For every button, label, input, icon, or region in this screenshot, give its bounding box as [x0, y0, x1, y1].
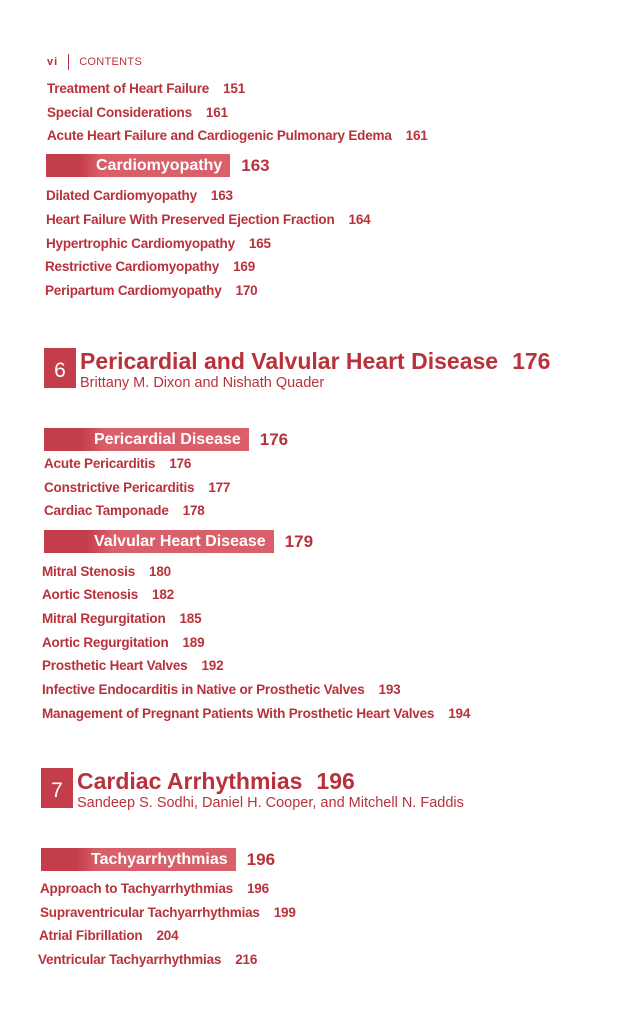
- section-banner-page: 179: [284, 531, 314, 551]
- toc-entry[interactable]: [44, 480, 230, 495]
- toc-entry[interactable]: [46, 212, 370, 227]
- toc-entry[interactable]: [38, 952, 257, 967]
- chapter-title-text: Cardiac Arrhythmias: [77, 768, 303, 794]
- section-banner-title: Tachyarrhythmias: [41, 848, 236, 871]
- toc-entry[interactable]: [46, 188, 233, 203]
- toc-entry-page: 169: [233, 259, 256, 274]
- toc-entry[interactable]: [42, 611, 201, 626]
- toc-entry-title: Cardiac Tamponade: [44, 503, 169, 518]
- section-banner-title: Pericardial Disease: [44, 428, 249, 451]
- toc-entry-title: Special Considerations: [47, 105, 192, 120]
- toc-entry-page: 182: [152, 587, 174, 602]
- toc-entry[interactable]: [44, 456, 191, 471]
- section-banner-valvular[interactable]: [44, 530, 313, 553]
- toc-entry-title: Aortic Stenosis: [42, 587, 139, 602]
- chapter-title-text: Pericardial and Valvular Heart Disease: [80, 348, 499, 374]
- toc-entry[interactable]: [42, 706, 470, 721]
- page-number: vi: [47, 56, 59, 68]
- toc-entry[interactable]: [46, 236, 271, 251]
- toc-entry-page: 185: [179, 611, 202, 626]
- toc-entry-page: 192: [201, 658, 224, 673]
- toc-entry-title: Approach to Tachyarrhythmias: [40, 881, 233, 896]
- toc-entry-title: Prosthetic Heart Valves: [42, 658, 188, 673]
- toc-entry[interactable]: [42, 635, 204, 650]
- toc-entry-page: 164: [348, 212, 371, 227]
- toc-entry-title: Acute Pericarditis: [44, 456, 156, 471]
- toc-entry[interactable]: [47, 105, 228, 120]
- toc-entry-page: 151: [223, 81, 246, 96]
- toc-entry-title: Atrial Fibrillation: [39, 928, 143, 943]
- toc-entry-page: 176: [169, 456, 192, 471]
- section-banner-page: 163: [241, 155, 270, 175]
- chapter-page: 176: [512, 348, 551, 374]
- toc-entry[interactable]: [47, 128, 428, 143]
- section-banner-title: Cardiomyopathy: [46, 154, 230, 177]
- toc-entry-page: 177: [208, 480, 231, 495]
- toc-entry-title: Treatment of Heart Failure: [47, 81, 210, 96]
- toc-entry-title: Peripartum Cardiomyopathy: [45, 283, 222, 298]
- toc-entry-title: Heart Failure With Preserved Ejection Fraction: [46, 212, 335, 227]
- chapter-authors: Brittany M. Dixon and Nishath Quader: [80, 375, 325, 391]
- toc-entry-title: Mitral Regurgitation: [42, 611, 166, 626]
- toc-entry[interactable]: [42, 564, 171, 579]
- toc-entry-title: Restrictive Cardiomyopathy: [45, 259, 220, 274]
- toc-entry-page: 199: [273, 905, 296, 920]
- toc-entry[interactable]: [47, 81, 245, 96]
- section-banner-title: Valvular Heart Disease: [44, 530, 274, 553]
- toc-entry-title: Hypertrophic Cardiomyopathy: [46, 236, 235, 251]
- toc-entry-page: 194: [448, 706, 471, 721]
- page-header: [47, 54, 142, 70]
- section-banner-tachyarrhythmias[interactable]: [41, 848, 275, 871]
- toc-entry[interactable]: [45, 283, 257, 298]
- toc-entry[interactable]: [42, 587, 174, 602]
- toc-entry-page: 204: [156, 928, 179, 943]
- section-banner-pericardial[interactable]: [44, 428, 288, 451]
- toc-entry-page: 216: [235, 952, 258, 967]
- toc-entry-page: 161: [405, 128, 428, 143]
- toc-entry-title: Mitral Stenosis: [42, 564, 136, 579]
- toc-entry[interactable]: [42, 682, 400, 697]
- chapter-page: 196: [316, 768, 355, 794]
- chapter-title: [77, 768, 464, 794]
- toc-entry-page: 163: [210, 188, 233, 203]
- toc-entry-page: 193: [378, 682, 401, 697]
- section-banner-cardiomyopathy[interactable]: [46, 154, 270, 177]
- toc-entry-title: Ventricular Tachyarrhythmias: [38, 952, 222, 967]
- toc-entry[interactable]: [40, 905, 296, 920]
- toc-entry[interactable]: [39, 928, 178, 943]
- toc-entry-title: Management of Pregnant Patients With Prosthetic Heart Valves: [42, 706, 435, 721]
- toc-entry[interactable]: [42, 658, 223, 673]
- toc-entry-title: Aortic Regurgitation: [42, 635, 169, 650]
- chapter-6-heading[interactable]: [44, 348, 550, 391]
- section-banner-page: 176: [259, 429, 289, 449]
- header-divider: [68, 54, 69, 70]
- chapter-title: [80, 348, 550, 374]
- toc-entry-page: 189: [182, 635, 205, 650]
- chapter-authors: Sandeep S. Sodhi, Daniel H. Cooper, and Mitchell N. Faddis: [77, 795, 464, 811]
- toc-entry-title: Constrictive Pericarditis: [44, 480, 195, 495]
- toc-entry[interactable]: [44, 503, 205, 518]
- toc-entry-page: 161: [205, 105, 228, 120]
- chapter-number: 6: [44, 348, 76, 388]
- toc-entry-page: 180: [149, 564, 171, 579]
- chapter-7-heading[interactable]: [41, 768, 464, 811]
- section-label: CONTENTS: [79, 56, 143, 68]
- toc-entry-title: Supraventricular Tachyarrhythmias: [40, 905, 260, 920]
- toc-entry-title: Dilated Cardiomyopathy: [46, 188, 197, 203]
- toc-entry[interactable]: [45, 259, 255, 274]
- toc-entry[interactable]: [40, 881, 269, 896]
- toc-entry-page: 165: [248, 236, 271, 251]
- toc-entry-page: 196: [246, 881, 269, 896]
- toc-entry-title: Acute Heart Failure and Cardiogenic Pulmonary Edema: [47, 128, 392, 143]
- chapter-number: 7: [41, 768, 73, 808]
- toc-entry-page: 178: [182, 503, 205, 518]
- toc-entry-page: 170: [235, 283, 258, 298]
- section-banner-page: 196: [246, 849, 276, 869]
- toc-entry-title: Infective Endocarditis in Native or Prosthetic Valves: [42, 682, 365, 697]
